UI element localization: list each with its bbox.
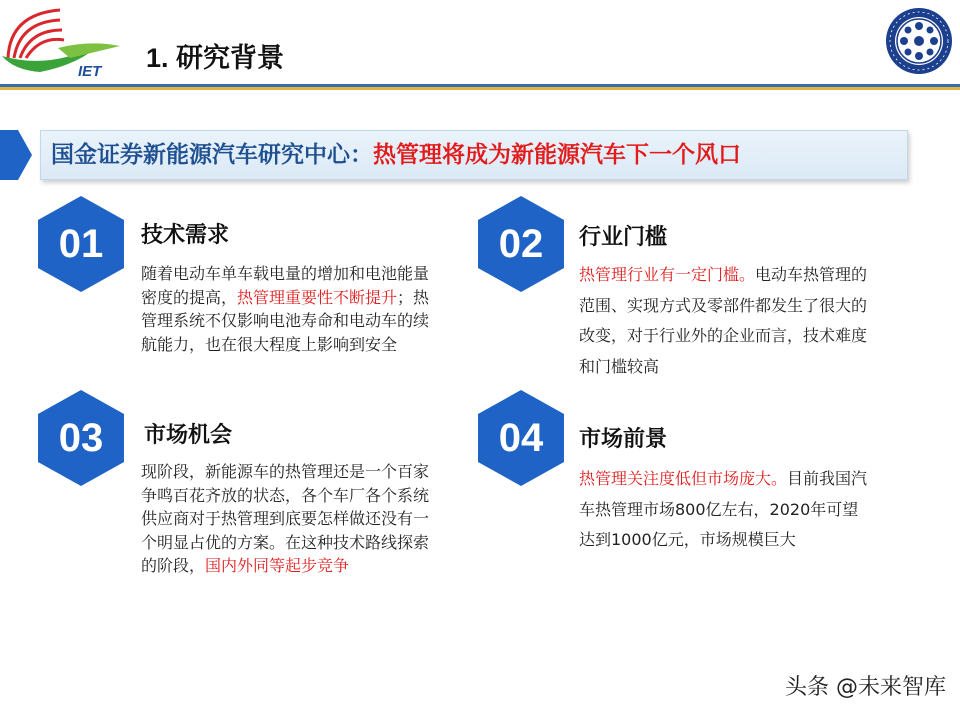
page-title: 1. 研究背景	[146, 43, 285, 73]
section-number: 02	[498, 222, 544, 266]
banner-arrow-icon	[0, 130, 32, 180]
section-number: 01	[58, 222, 104, 266]
logo-text: IET	[78, 63, 102, 80]
section-title: 市场前景	[579, 427, 668, 452]
headline-banner	[40, 130, 908, 180]
section-body: 热管理行业有一定门槛。电动车热管理的范围、实现方式及零部件都发生了很大的改变，对于行业外的企业而言，技术难度和门槛较高	[579, 265, 868, 376]
section-title: 技术需求	[141, 223, 230, 248]
banner-prefix: 国金证券新能源汽车研究中心：	[51, 142, 373, 168]
section-title: 市场机会	[144, 423, 233, 448]
section-body: 热管理关注度低但市场庞大。目前我国汽车热管理市场800亿左右，2020年可望达到1000亿元，市场规模巨大	[579, 469, 868, 549]
section-number-badge	[38, 196, 124, 292]
section-number-badge	[38, 390, 124, 486]
iet-logo	[0, 0, 130, 82]
banner-highlight: 热管理将成为新能源汽车下一个风口	[373, 142, 741, 168]
academy-seal-icon	[884, 6, 954, 76]
section-number-badge	[478, 390, 564, 486]
section-number: 03	[58, 416, 104, 460]
section-number-badge	[478, 196, 564, 292]
watermark: 头条 @未来智库	[785, 675, 946, 700]
section-title: 行业门槛	[579, 225, 668, 250]
header-divider	[0, 84, 960, 90]
section-body: 随着电动车单车载电量的增加和电池能量密度的提高，热管理重要性不断提升；热管理系统不仅影响电池寿命和电动车的续航能力，也在很大程度上影响到安全	[141, 264, 430, 354]
section-body: 现阶段，新能源车的热管理还是一个百家争鸣百花齐放的状态，各个车厂各个系统供应商对于热管理到底要怎样做还没有一个明显占优的方案。在这种技术路线探索的阶段，国内外同等起步竞争	[141, 462, 430, 575]
section-number: 04	[498, 416, 544, 460]
